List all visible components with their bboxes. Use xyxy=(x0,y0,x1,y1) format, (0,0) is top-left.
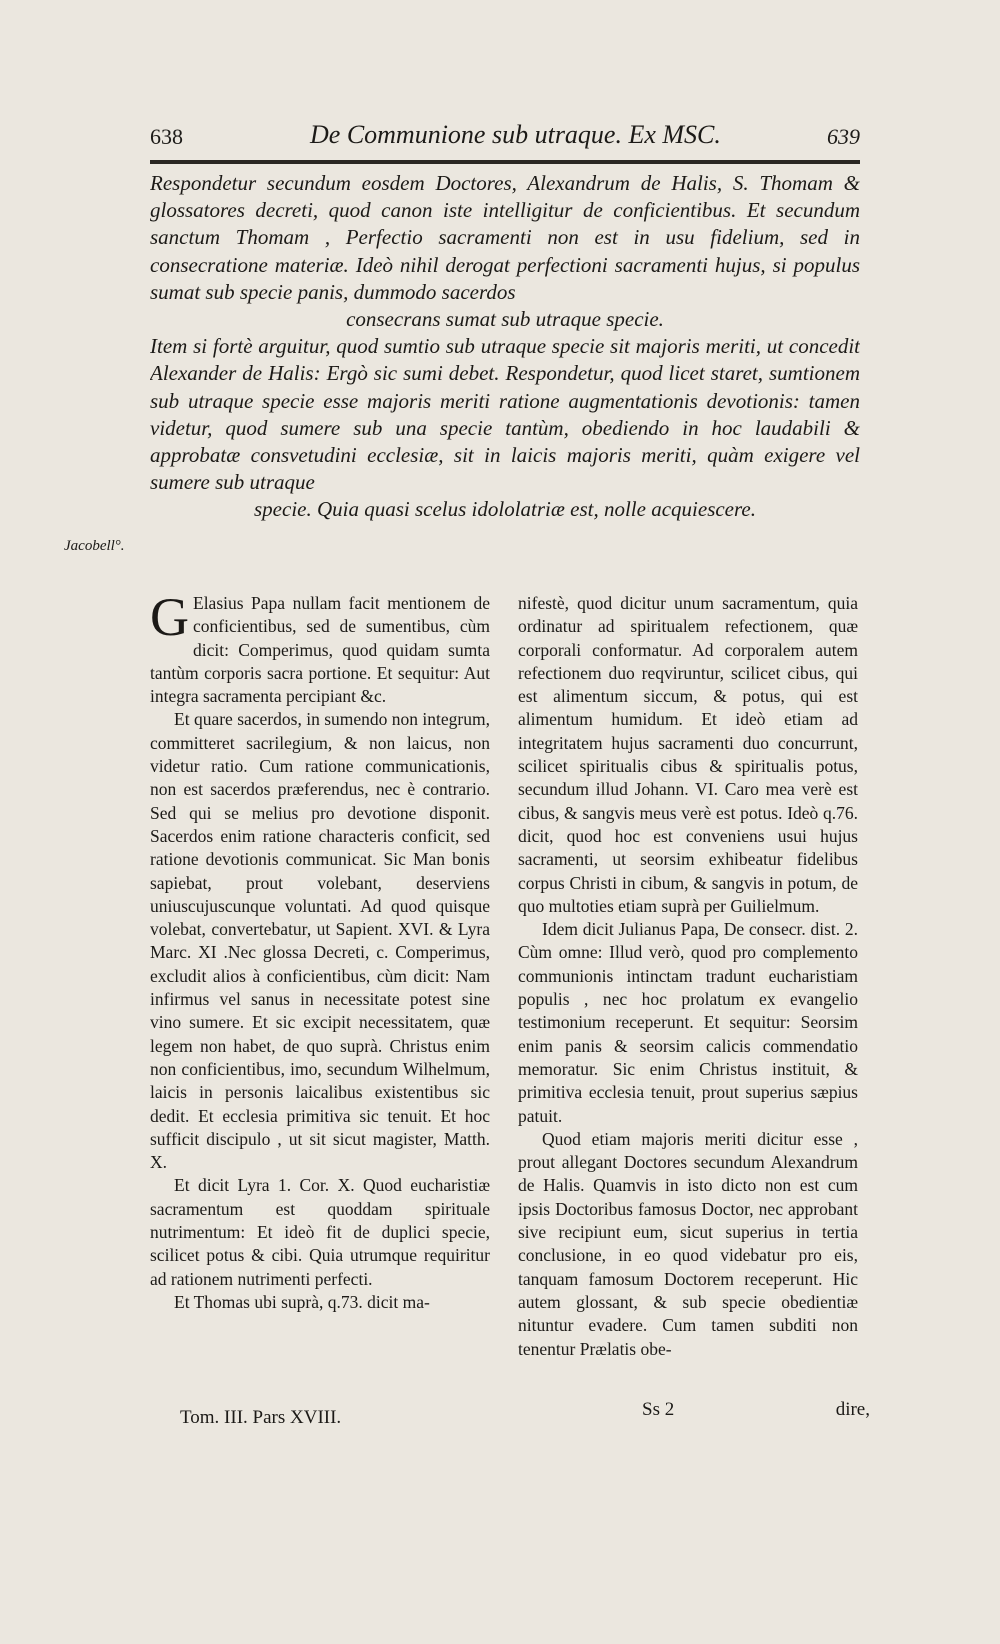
left-paragraph-1 xyxy=(150,592,490,708)
left-paragraph-2: Et quare sacerdos, in sumendo non integrum, committeret sacrilegium, & non laicus, non videtur ratio. Cum ratione communicationis, non est sacerdos præferendus, nec è contrario. Sed qui se melius pro devotione disponit. Sacerdos enim ratione characteris conficit, sed ratione devotionis communicat. Sic Man bonis sapiebat, prout volebant, deserviens uniuscujuscunque voluntati. Ad quod quisque volebat, convertebatur, ut Sapient. XVI. & Lyra Marc. XI .Nec glossa Decreti, c. Comperimus, excludit alios à conficientibus, cùm dicit: Nam infirmus vel sanus in necessitate potest sine vino sumere. Et sic excipit necessitatem, quæ legem non habet, de quo suprà. Christus enim non conficientibus, imo, secundum Wilhelmum, laicis in personis laicalibus existentibus sic dedit. Et ecclesia primitiva sic tenuit. Et hoc sufficit discipulo , ut sit sicut magister, Matth. X. xyxy=(150,709,490,1173)
right-paragraph-1: nifestè, quod dicitur unum sacramentum, quia ordinatur ad spiritualem refectionem, quæ corporali conformatur. Ad corporalem autem refectionem duo reqviruntur, scilicet cibus, qui est alimentum siccum, & potus, qui est alimentum humidum. Et ideò etiam ad integritatem hujus sacramenti duo concurrunt, scilicet spiritualis cibus & spiritualis potus, secundum illud Johann. VI. Caro mea verè est cibus, & sangvis meus verè est potus. Ideò q.76. dicit, quod hoc est conveniens usui hujus sacramenti, ut seorsim exhibeatur fidelibus corpus Christi in cibum, & sangvis in potum, de quo multoties etiam suprà per Guilielmum. xyxy=(518,593,858,916)
left-paragraph-4: Et Thomas ubi suprà, q.73. dicit ma- xyxy=(174,1291,430,1312)
gloss-block xyxy=(150,170,860,580)
book-page xyxy=(150,118,860,1462)
gloss-paragraph-1: Respondetur secundum eosdem Doctores, Alexandrum de Halis, S. Thomam & glossatores decreti, quod canon iste intelligitur de conficientibus. Et secundum sanctum Thomam , Perfectio sacramenti non est in usu fidelium, sed in consecratione materiæ. Ideò nihil derogat perfectioni sacramenti hujus, si populus sumat sub specie panis, dummodo sacerdos xyxy=(150,171,860,304)
catchword: dire, xyxy=(835,1399,870,1420)
two-column-body xyxy=(150,592,860,1462)
volume-signature: Tom. III. Pars XVIII. xyxy=(180,1407,342,1428)
margin-note: Jacobell°. xyxy=(64,538,125,554)
left-page-number: 638 xyxy=(150,124,183,149)
running-title: De Communione sub utraque. Ex MSC. xyxy=(310,120,721,149)
gloss-paragraph-2: Item si fortè arguitur, quod sumtio sub utraque specie sit majoris meriti, ut concedit Alexander de Halis: Ergò sic sumi debet. Respondetur, quod licet staret, sumtionem sub utraque specie esse majoris meriti ratione augmentationis devotionis: tamen videtur, quod sumere sub una specie tantùm, obediendo in hoc laudabili & approbatæ consvetudini ecclesiæ, sit in laicis majoris meriti, quàm exigere vel sumere sub utraque xyxy=(150,334,860,495)
gloss-paragraph-1-end: consecrans sumat sub utraque specie. xyxy=(346,307,664,332)
running-head xyxy=(150,118,860,158)
left-column xyxy=(150,592,490,1462)
left-paragraph-3: Et dicit Lyra 1. Cor. X. Quod eucharistiæ sacramentum est quoddam spirituale nutrimentum: Et ideò fit de duplici specie, scilicet potus & cibi. Quia utrumque requiritur ad rationem nutrimenti perfecti. xyxy=(150,1175,490,1289)
right-page-number: 639 xyxy=(827,124,860,149)
drop-cap: G xyxy=(150,592,189,647)
right-column xyxy=(518,592,858,1462)
right-paragraph-3: Quod etiam majoris meriti dicitur esse , prout allegant Doctores secundum Alexandrum de Halis. Quamvis in isto dicto non est cum ipsis Doctoribus famosus Doctor, nec approbant sive recipiunt eum, sicut superius in tertia conclusione, in eo quod videbatur pro eis, tanquam famosum Doctorem receperunt. Hic autem glossant, & sub specie obedientiæ nituntur evadere. Cum tamen subditi non tenentur Prælatis obe- xyxy=(518,1128,858,1359)
left-paragraph-1-text: Elasius Papa nullam facit mentionem de conficientibus, sed de sumentibus, cùm dicit: Comperimus, quod quidam sumta tantùm corporis sacra portione. Et sequitur: Aut integra sacramenta percipiant &c. xyxy=(150,593,490,707)
right-paragraph-2: Idem dicit Julianus Papa, De consecr. dist. 2. Cùm omne: Illud verò, quod pro complemento communionis intinctam tradunt eucharistiam populis , nec hoc prolatum ex evangelio testimonium receperunt. Et sequitur: Seorsim enim panis & seorsim calicis commendatio memoratur. Sic enim Christus instituit, & primitiva ecclesia tenuit, prout superius sæpius patuit. xyxy=(518,919,858,1126)
header-rule xyxy=(150,160,860,164)
quire-mark: Ss 2 xyxy=(642,1399,675,1420)
gloss-paragraph-2-end: specie. Quia quasi scelus idololatriæ est, nolle acquiescere. xyxy=(254,497,756,522)
